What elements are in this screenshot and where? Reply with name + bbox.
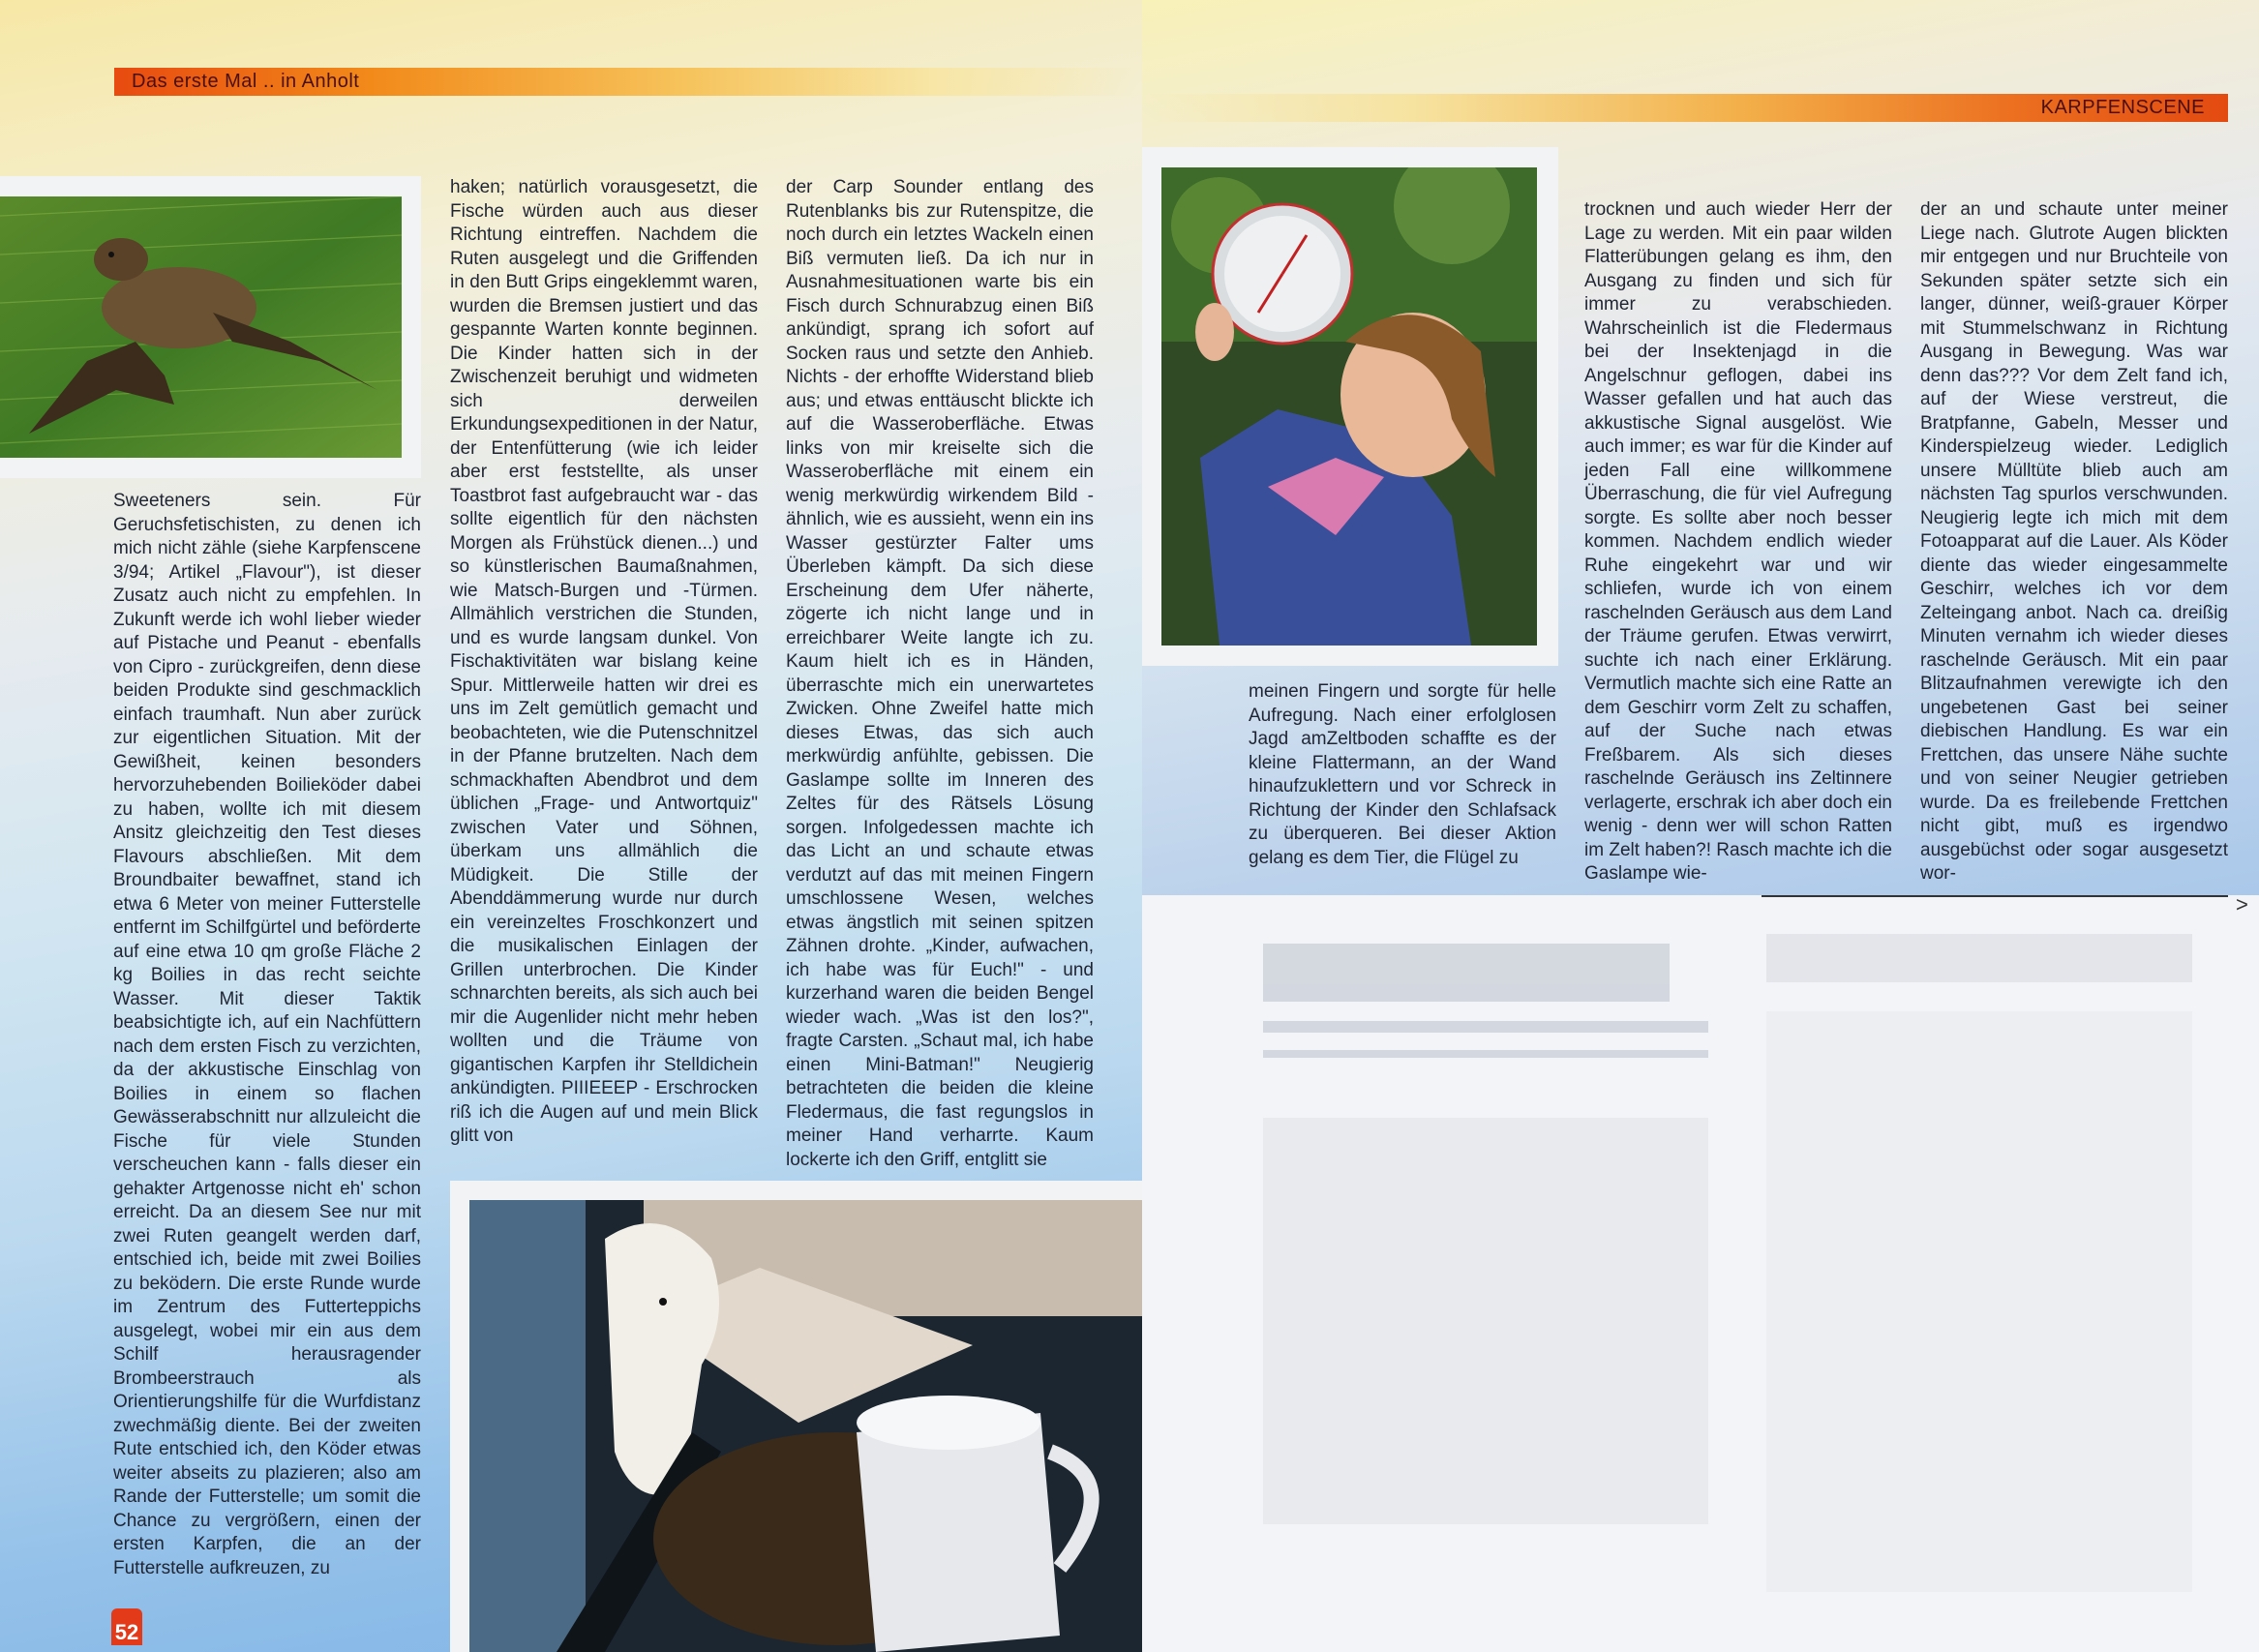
section-title: Das erste Mal .. in Anholt [132,71,360,92]
section-header-right [1142,94,2228,122]
continue-arrow-icon: > [2236,892,2248,916]
article-column-6 [1920,198,2228,886]
column-text: der Carp Sounder entlang des Rutenblanks bis zur Rutenspitze, die noch durch ein letztes Wackeln einen Biß vermuten ließ. Da ich nur in Ausnahmesituationen warte bis ein Fisch durch Schnurabzug einen Biß ankündigt, sprang ich sofort auf Socken raus und setzte den Anhieb. Nichts - der erhoffte Widerstand blieb aus; und etwas enttäuscht blickte ich auf die Wasseroberfläche. Etwas links von mir kreiselte sich die Wasseroberfläche mit einem ein wenig merkwürdig wirkendem Bild - ähnlich, wie es aussieht, wenn ein ins Wasser gestürzter Falter ums Überleben kämpft. Da sich diese Erscheinung dem Ufer näherte, zögerte ich nicht lange und in erreichbarer Weite langte ich zu. Kaum hielt ich es in Händen, überraschte mich ein unerwartetes Zwicken. Ohne Zweifel hatte mich dieses Etwas, das sich auch merkwürdig anfühlte, gebissen. Die Gaslampe sollte im Inneren des Zeltes für des Rätsels Lösung sorgen. Infolgedessen machte ich das Licht an und schaute etwas verdutzt auf das mit meinen Fingern umschlossene Wesen, welches etwas ängstlich mit seinen spitzen Zähnen drohte. „Kinder, aufwachen, ich habe was für Euch!" - und kurzerhand waren die beiden Bengel wieder wach. „Was ist den los?", fragte Carsten. „Schaut mal, ich habe einen Mini-Batman!" Neugierig betrachteten die beiden die kleine Fledermaus, die fast regungslos in meiner Hand verharrte. Kaum lockerte ich den Griff, entglitt sie [786,177,1094,1170]
article-column-4 [1249,680,1556,870]
column-text: Sweeteners sein. Für Geruchsfetischisten, zu denen ich mich nicht zähle (siehe Karpfenscene 3/94; Artikel „Flavour"), ist dieser Zusatz auch nicht zu empfehlen. In Zukunft werde ich wohl lieber wieder auf Pistache und Peanut - ebenfalls von Cipro - zurückgreifen, denn diese beiden Produkte sind geschmacklich einfach traumhaft. Nun aber zurück zur eigentlichen Situation. Mit der Gewißheit, keinen besonders hervorzuhebenden Boilieköder dabei zu haben, wollte ich mit diesem Ansitz gleichzeitig den Test dieses Flavours abschließen. Mit dem Broundbaiter bewaffnet, stand ich etwa 6 Meter von meiner Futterstelle entfernt im Schilfgürtel und beförderte auf eine etwa 10 qm große Fläche 2 kg Boilies in das recht seichte Wasser. Mit dieser Taktik beabsichtigte ich, auf ein Nachfüttern nach dem ersten Fisch zu verzichten, da der akkustische Einschlag von Boilies in einem so flachen Gewässerabschnitt nur allzuleicht die Fische für viele Stunden verscheuchen kann - falls dieser ein gehakter Artgenosse nicht eh' schon erreicht. Da an diesem See nur mit zwei Ruten geangelt werden darf, entschied ich, beide mit zwei Boilies zu beködern. Die erste Runde wurde im Zentrum des Futterteppichs ausgelegt, wobei mir ein aus dem Schilf herausragender Brombeerstrauch als Orientierungshilfe für die Wurfdistanz zwechmäßig diente. Bei der zweiten Rute entschied ich, den Köder etwas weiter abseits zu plazieren; also am Rande der Futterstelle; um somit die Chance zu vergrößern, einen der ersten Karpfen, die an der Futterstelle aufkreuzen, zu [113,491,421,1578]
column-text: meinen Fingern und sorgte für helle Aufregung. Nach einer erfolglosen Jagd amZeltboden schaffte es der kleine Flattermann, an der Wand hinaufzuklettern und vor Schreck in Richtung der Kinder den Schlafsack zu überqueren. Bei dieser Aktion gelang es dem Tier, die Flügel zu [1249,681,1556,868]
article-column-3 [786,176,1094,1172]
bat-photo [0,196,402,458]
faded-ad-graphic [1244,905,2226,1626]
divider-line [1762,895,2228,897]
section-header-left [114,68,1138,96]
article-column-1 [113,490,421,1580]
column-text: der an und schaute unter meiner Liege nach. Glutrote Augen blickten mir entgegen und nur Bruchteile von Sekunden später setzte sich ein langer, dünner, weiß-grauer Körper mit Stummelschwanz in Richtung Ausgang in Bewegung. Was war denn das??? Vor dem Zelt fand ich, auf der Wiese verstreut, die Bratpfanne, Gabeln, Messer und Kinderspielzeug wieder. Lediglich unsere Mülltüte blieb auch am nächsten Tag spurlos verschwunden. Neugierig legte ich mich mit dem Fotoapparat auf die Lauer. Als Köder diente das wieder eingesammelte Geschirr, welches ich vor dem Zelteingang anbot. Nach ca. dreißig Minuten vernahm ich wieder dieses raschelnde Geräusch. Mit ein paar Blitzaufnahmen verewigte ich den ungebetenen Gast bei seiner diebischen Handlung. Es war ein Frettchen, das unsere Nähe suchte und von seiner Neugier getrieben wurde. Da es freilebende Frettchen nicht gibt, muß es irgendwo ausgebüchst oder sogar ausgesetzt wor- [1920,199,2228,884]
article-column-2 [450,176,758,1149]
child-with-scale-photo [1161,167,1537,646]
magazine-name: KARPFENSCENE [2040,97,2205,118]
article-column-5 [1584,198,1892,886]
page-number: 52 [111,1608,142,1645]
ferret-photo [469,1200,1142,1652]
column-text: haken; natürlich vorausgesetzt, die Fische würden auch aus dieser Richtung eintreffen. Nachdem die Ruten ausgelegt und die Griffenden in den Butt Grips eingeklemmt waren, wurden die Bremsen justiert und das gespannte Warten konnte beginnen. Die Kinder hatten sich in der Zwischenzeit beruhigt und widmeten sich derweilen Erkundungsexpeditionen in der Natur, der Entenfütterung (wie ich leider aber erst feststellte, als unser Toastbrot fast aufgebraucht war - das sollte eigentlich für den nächsten Morgen als Frühstück dienen...) und so künstlerischen Baumaßnahmen, wie Matsch-Burgen und -Türmen. Allmählich verstrichen die Stunden, und es wurde langsam dunkel. Von Fischaktivitäten war bislang keine Spur. Mittlerweile hatten wir drei es uns im Zelt gemütlich gemacht und beobachteten, wie die Putenschnitzel in der Pfanne brutzelten. Nach dem schmackhaften Abendbrot und dem üblichen „Frage- und Antwortquiz" zwischen Vater und Söhnen, überkam uns allmählich die Müdigkeit. Die Stille der Abenddämmerung wurde nur durch ein vereinzeltes Froschkonzert und die musikalischen Einlagen der Grillen unterbrochen. Die Kinder schnarchten bereits, als sich auch bei mir die Augenlider nicht mehr heben wollten und die Träume von gigantischen Karpfen ihr Stelldichein ankündigten. PIIIEEEP - Erschrocken riß ich die Augen auf und mein Blick glitt von [450,177,758,1146]
column-text: trocknen und auch wieder Herr der Lage zu werden. Mit ein paar wilden Flatterübungen gelang es ihm, den Ausgang zu finden und sich für immer zu verabschieden. Wahrscheinlich ist die Fledermaus bei der Insektenjagd in die Angelschnur geflogen, dabei ins Wasser gefallen und hat auch das akkustische Signal ausgelöst. Wie auch immer; es war für die Kinder auf jeden Fall eine willkommene Überraschung, die für viel Aufregung sorgte. Es sollte aber noch besser kommen. Nachdem endlich wieder Ruhe eingekehrt war und wir schliefen, wurde ich von einem raschelnden Geräusch aus dem Land der Träume gerufen. Etwas verwirrt, suchte ich nach einer Erklärung. Vermutlich machte sich eine Ratte an dem Geschirr vorm Zelt zu schaffen, auf der Suche nach etwas Freßbarem. Als sich dieses raschelnde Geräusch ins Zeltinnere verlagerte, erschrak ich aber doch ein wenig - denn wer will schon Ratten im Zelt haben?! Rasch machte ich die Gaslampe wie- [1584,199,1892,884]
